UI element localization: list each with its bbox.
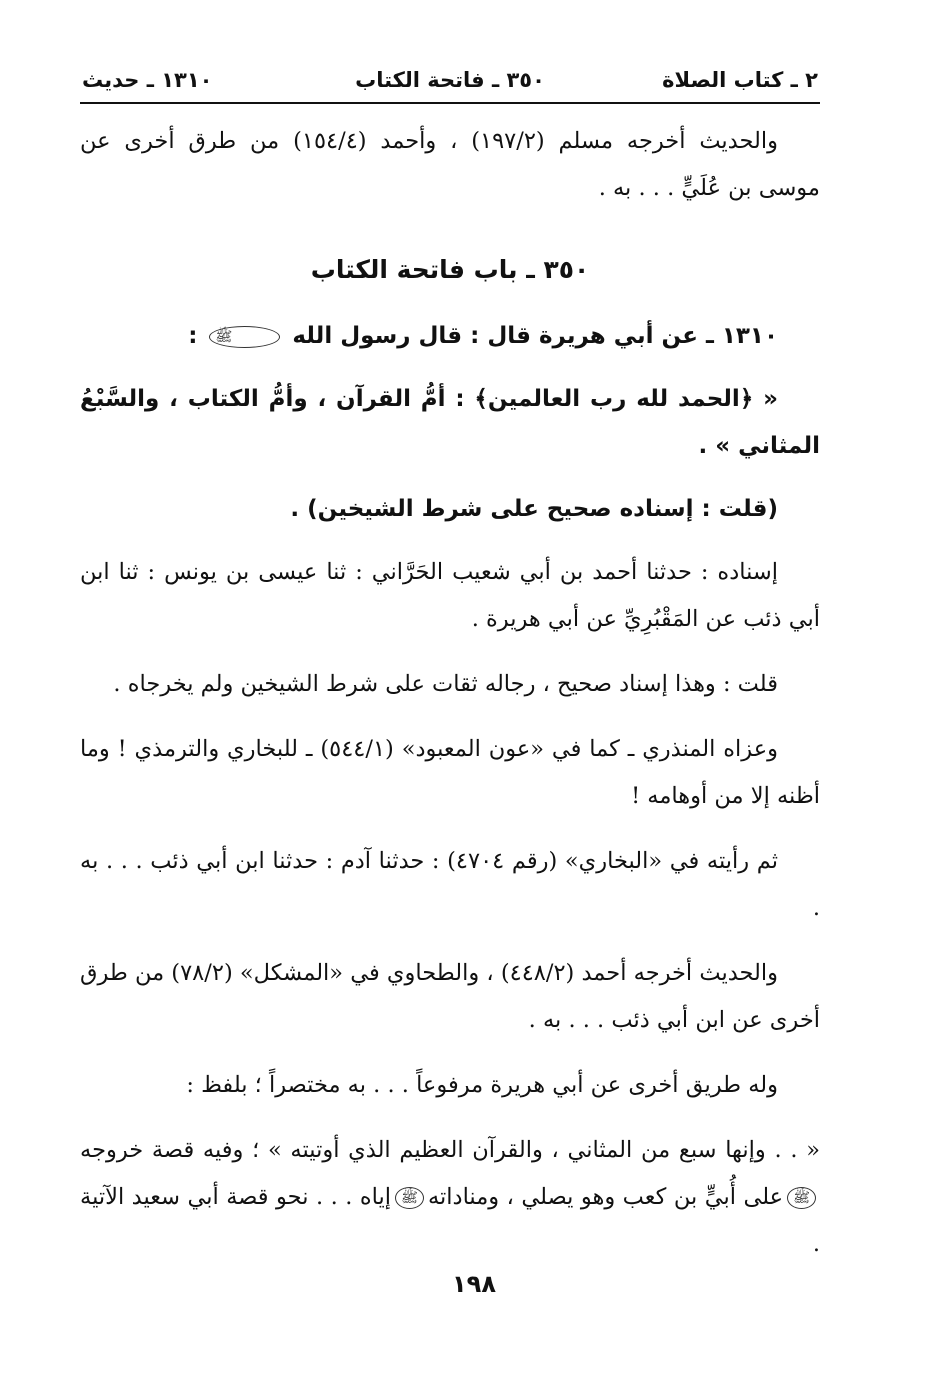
page-number: ١٩٨ (452, 1270, 496, 1298)
isnad-paragraph: إسناده : حدثنا أحمد بن أبي شعيب الحَرَّاني : ثنا عيسى بن يونس : ثنا ابن أبي ذئب عن المَقْبُرِيِّ عن أبي هريرة . (80, 559, 820, 632)
hadith-intro: ١٣١٠ ـ عن أبي هريرة قال : قال رسول الله (292, 323, 778, 349)
attribution-paragraph: وعزاه المنذري ـ كما في «عون المعبود» (٥٤٤/١) ـ للبخاري والترمذي ! وما أظنه إلا من أوهامه ! (80, 736, 820, 809)
hadith-grading: (قلت : إسناده صحيح على شرط الشيخين) . (290, 496, 778, 522)
page-body (80, 118, 820, 1286)
takhrij-paragraph: والحديث أخرجه أحمد (٤٤٨/٢) ، والطحاوي في «المشكل» (٧٨/٢) من طرق أخرى عن ابن أبي ذئب . . . به . (80, 960, 820, 1033)
qultu-paragraph: قلت : وهذا إسناد صحيح ، رجاله ثقات على شرط الشيخين ولم يخرجاه . (113, 671, 778, 697)
salah-glyph-icon: ﷺ (395, 1187, 424, 1209)
quote-paragraph (80, 1127, 820, 1268)
hadith-intro-end: : (188, 323, 198, 349)
quote-part-2: على أُبيٍّ بن كعب وهو يصلي ، ومناداته (427, 1184, 784, 1210)
running-header (80, 62, 820, 104)
hadith-text: « ﴿الحمد لله رب العالمين﴾ : أمُّ القرآن ، وأمُّ الكتاب ، والسَّبْعُ المثاني » . (80, 386, 820, 459)
quote-part-3: إياه . . . نحو قصة أبي سعيد الآتية . (80, 1184, 820, 1257)
intro-paragraph: والحديث أخرجه مسلم (١٩٧/٢) ، وأحمد (١٥٤/٤) من طرق أخرى عن موسى بن عُلَيٍّ . . . به . (80, 128, 820, 201)
other-route-paragraph: وله طريق أخرى عن أبي هريرة مرفوعاً . . . به مختصراً ؛ بلفظ : (186, 1072, 778, 1098)
header-book-title: ٢ ـ كتاب الصلاة (662, 68, 818, 92)
section-title: ٣٥٠ ـ باب فاتحة الكتاب (310, 255, 590, 284)
hadith-intro-line (80, 313, 820, 360)
header-hadith-number: ١٣١٠ ـ حديث (82, 68, 213, 92)
salah-glyph-icon: ﷺ (787, 1187, 816, 1209)
bukhari-paragraph: ثم رأيته في «البخاري» (رقم ٤٧٠٤) : حدثنا آدم : حدثنا ابن أبي ذئب . . . به . (80, 848, 820, 921)
header-chapter-title: ٣٥٠ ـ فاتحة الكتاب (355, 68, 545, 92)
salah-glyph-icon: ﷺ (209, 326, 280, 348)
quote-part-1: « . . وإنها سبع من المثاني ، والقرآن العظيم الذي أوتيته » ؛ وفيه قصة خروجه (80, 1137, 820, 1163)
